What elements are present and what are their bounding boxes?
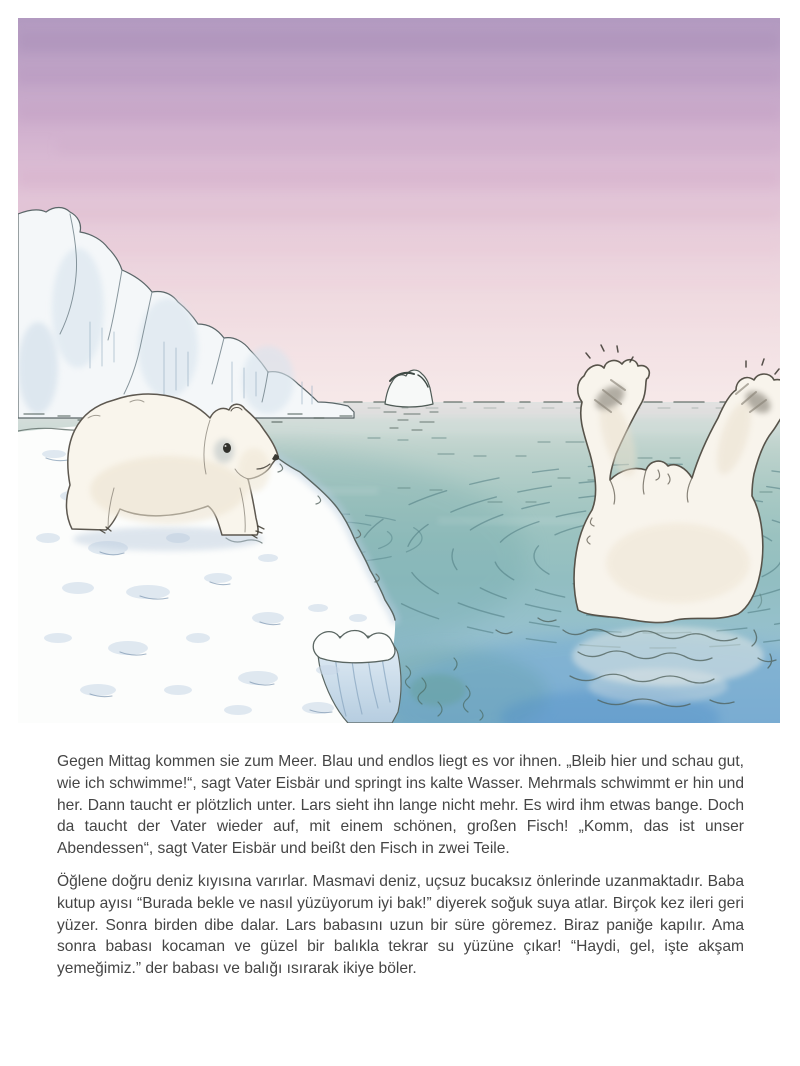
paragraph-turkish: Öğlene doğru deniz kıyısına varırlar. Masmavi deniz, uçsuz bucaksız önlerinde uzanmaktadır. Baba kutup ayısı “Burada bekle ve nasıl yüzüyorum iyi bak!” diyerek soğuk suya atlar. Birçok kez ileri geri yüzer. Sonra birden dibe dalar. Lars babasını uzun bir süre göremez. Biraz paniğe kapılır. Ama sonra babası kocaman ve güzel bir balıkla tekrar su yüzüne çıkar! “Haydi, gel, işte akşam yemeğimiz.” der babası ve balığı ısırarak ikiye böler. [57, 872, 744, 978]
paragraph-german: Gegen Mittag kommen sie zum Meer. Blau und endlos liegt es vor ihnen. „Bleib hier und schau gut, wie ich schwimme!“, sagt Vater Eisbär und springt ins kalte Wasser. Mehrmals schwimmt er hin und her. Dann taucht er plötzlich unter. Lars sieht ihn lange nicht mehr. Es wird ihm etwas bange. Doch da taucht der Vater wieder auf, mit einem schönen, großen Fisch! „Komm, das ist unser Abendessen“, sagt Vater Eisbär und beißt den Fisch in zwei Teile. [57, 753, 744, 858]
cub-eye [223, 443, 231, 453]
story-text [57, 751, 744, 991]
storybook-illustration [18, 18, 780, 723]
little-polar-bear [66, 394, 279, 551]
